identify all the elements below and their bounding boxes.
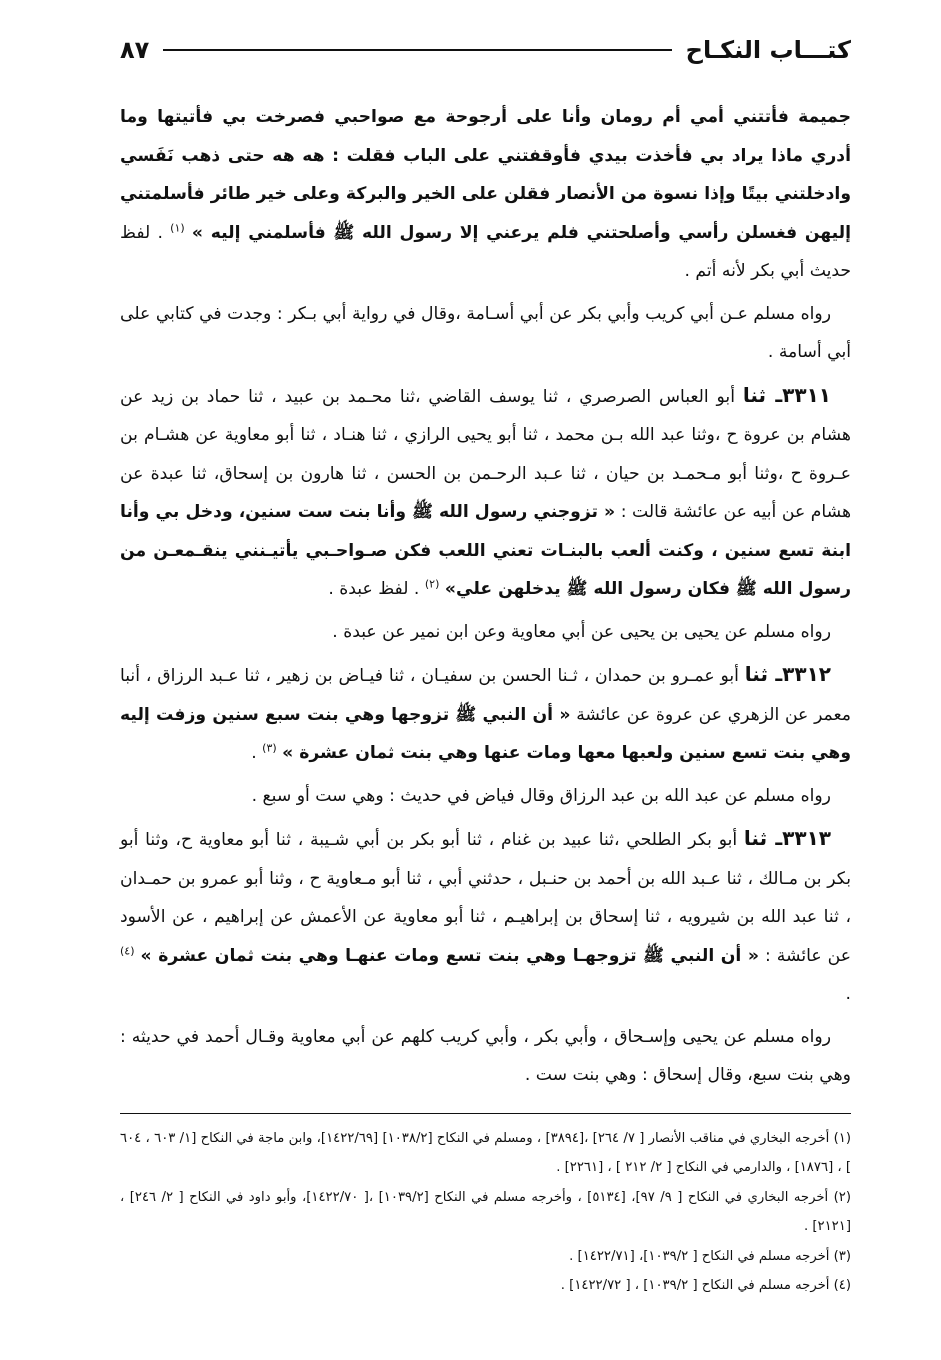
footnote-ref: (١): [170, 220, 185, 234]
footnote-ref: (٤): [120, 943, 135, 957]
isnad-text: أبو العباس الصرصري ، ثنا يوسف القاضي ،ثنا محـمد بن عبيد ، ثنا حماد بن زيد عن هشام بن عروة ح ،وثنا عبد الله بـن محمد ، ثنا أبو يحيى الرازي ، ثنا هنـاد ، ثنا أبو معاوية عن هشـام بن عـروة ح ،وثنا أبو مـحمـد بن حيان ، ثنا عـبد الرحـمن بن الحسن ، ثنا هارون بن إسحاق، ثنا عبدة عن هشام عن أبيه عن عائشة قالت :: [120, 386, 852, 522]
hadith-number: ٣٣١١ـ ثنا: [742, 382, 831, 407]
paragraph-tail: .: [845, 984, 851, 1004]
paragraph-tail: .: [251, 743, 257, 763]
footnote: (٢) أخرجه البخاري في النكاح [ ٩/ ٩٧]، [٥١٣٤] ، وأخرجه مسلم في النكاح [١٠٣٩/٢] ،[ ١٤٢٢/٧٠]، وأبو داود في النكاح [ ٢/ ٢٤٦] ،[٢١٢١] .: [120, 1189, 851, 1234]
paragraph-hadith-3313: [120, 819, 851, 1014]
hadith-text: « تزوجني رسول الله ﷺ وأنا بنت ست سنين، ودخل بي وأنا ابنة تسع سنين ، وكنت ألعب بالبنـات تعني اللعب فكن صـواحـبي يأتيـنني ينقـمعـن من رسول الله ﷺ فكان رسول الله ﷺ يدخلهن علي»: [120, 502, 851, 599]
footnote: (٤) أخرجه مسلم في النكاح [ ١٠٣٩/٢] ، [ ١٤٢٢/٧٢] .: [560, 1278, 851, 1293]
footnote: (٣) أخرجه مسلم في النكاح [ ١٠٣٩/٢]، [١٤٢٢/٧١] .: [569, 1248, 851, 1264]
hadith-text: « أن النبي ﷺ تزوجها وهي بنت سبع سنين وزفت إليه وهي بنت تسع سنين ولعبها معها ومات عنها وهي بنت ثمان عشرة »: [120, 704, 851, 763]
isnad-text: أبو عمـرو بن حمدان ، ثـنا الحسن بن سفيـان ، ثنا فيـاض بن زهير ، ثنا عـبد الرزاق ، أنبا معمر عن الزهري عن عروة عن عائشة: [120, 666, 851, 725]
paragraph-takhrij: رواه مسلم عن يحيى بن يحيى عن أبي معاوية وعن ابن نمير عن عبدة .: [332, 621, 831, 642]
footnote: (١) أخرجه البخاري في مناقب الأنصار [ ٧/ ٢٦٤] ،[٣٨٩٤] ، ومسلم في النكاح [١٠٣٨/٢] [١٤٢٢/٦٩]، وابن ماجة في النكاح [١/ ٦٠٣ ، ٦٠٤ ] ، [١٨٧٦] ، والدارمي في النكاح [ ٢/ ٢١٢ ] ، [٢٢٦١] .: [120, 1130, 852, 1175]
paragraph-hadith-3312: [120, 655, 851, 773]
page-number: ٨٧: [120, 36, 150, 64]
footnote-ref: (٢): [424, 577, 440, 591]
paragraph-takhrij: رواه مسلم عـن أبي كريب وأبي بكر عن أبي أسـامة ،وقال في رواية أبي بـكر : وجدت في كتابي على أبي أسامة .: [120, 303, 851, 362]
paragraph-tail: . لفظ عبدة .: [328, 579, 420, 599]
running-header: [120, 26, 851, 74]
paragraph-takhrij: رواه مسلم عن يحيى وإسـحاق ، وأبي بكر ، وأبي كريب كلهم عن أبي معاوية وقـال أحمد في حديثه : وهي بنت سبع، وقال إسحاق : وهي بنت ست .: [120, 1026, 851, 1085]
chapter-title: كتـــاب النكـاح: [685, 36, 851, 64]
hadith-number: ٣٣١٣ـ ثنا: [743, 826, 831, 850]
isnad-text: أبو بكر الطلحي ،ثنا عبيد بن غنام ، ثنا أبو بكر بن أبي شـيبة ، ثنا أبو معاوية ح، وثنا أبو بكر بن مـالك ، ثنا عـبد الله بن أحمد بن حنـبل ، حدثني أبي ، ثنا أبو مـعاوية ح ، وثنا أبو عمرو بن حمـدان ، ثنا عبد الله بن شيرويه ، ثنا إسحاق بن إبراهيـم ، ثنا أبو معاوية عن الأعمش عن إبراهيم ، عن الأسود عن عائشة :: [120, 830, 851, 966]
paragraph-hadith-continuation: [120, 98, 851, 291]
paragraph-tail: . لفظ حديث أبي بكر لأنه أتم .: [120, 222, 851, 281]
hadith-text: جميمة فأتتني أمي أم رومان وأنا على أرجوحة مع صواحبي فصرخت بي فأتيتها وما أدري ماذا يراد بي فأخذت بيدي فأوقفتني على الباب فقلت : هه هه حتى ذهب نَفَسي وادخلتني بيتًا وإذا نسوة من الأنصار فقلن على الخير والبركة وعلى خير طائر فأسلمتني إليهن فغسلن رأسي وأصلحتني فلم يرعني إلا رسول الله ﷺ فأسلمني إليه »: [120, 107, 851, 243]
paragraph-hadith-3311: [120, 376, 851, 609]
hadith-number: ٣٣١٢ـ ثنا: [744, 662, 831, 686]
paragraph-takhrij: رواه مسلم عن عبد الله بن عبد الرزاق وقال فياض في حديث : وهي ست أو سبع .: [251, 785, 831, 806]
header-rule: [163, 49, 671, 51]
footnote-ref: (٣): [262, 741, 277, 755]
footnote-separator: [120, 1113, 851, 1114]
hadith-text: « أن النبي ﷺ تزوجهـا وهي بنت تسع ومات عنهـا وهي بنت ثمان عشرة »: [140, 945, 759, 966]
